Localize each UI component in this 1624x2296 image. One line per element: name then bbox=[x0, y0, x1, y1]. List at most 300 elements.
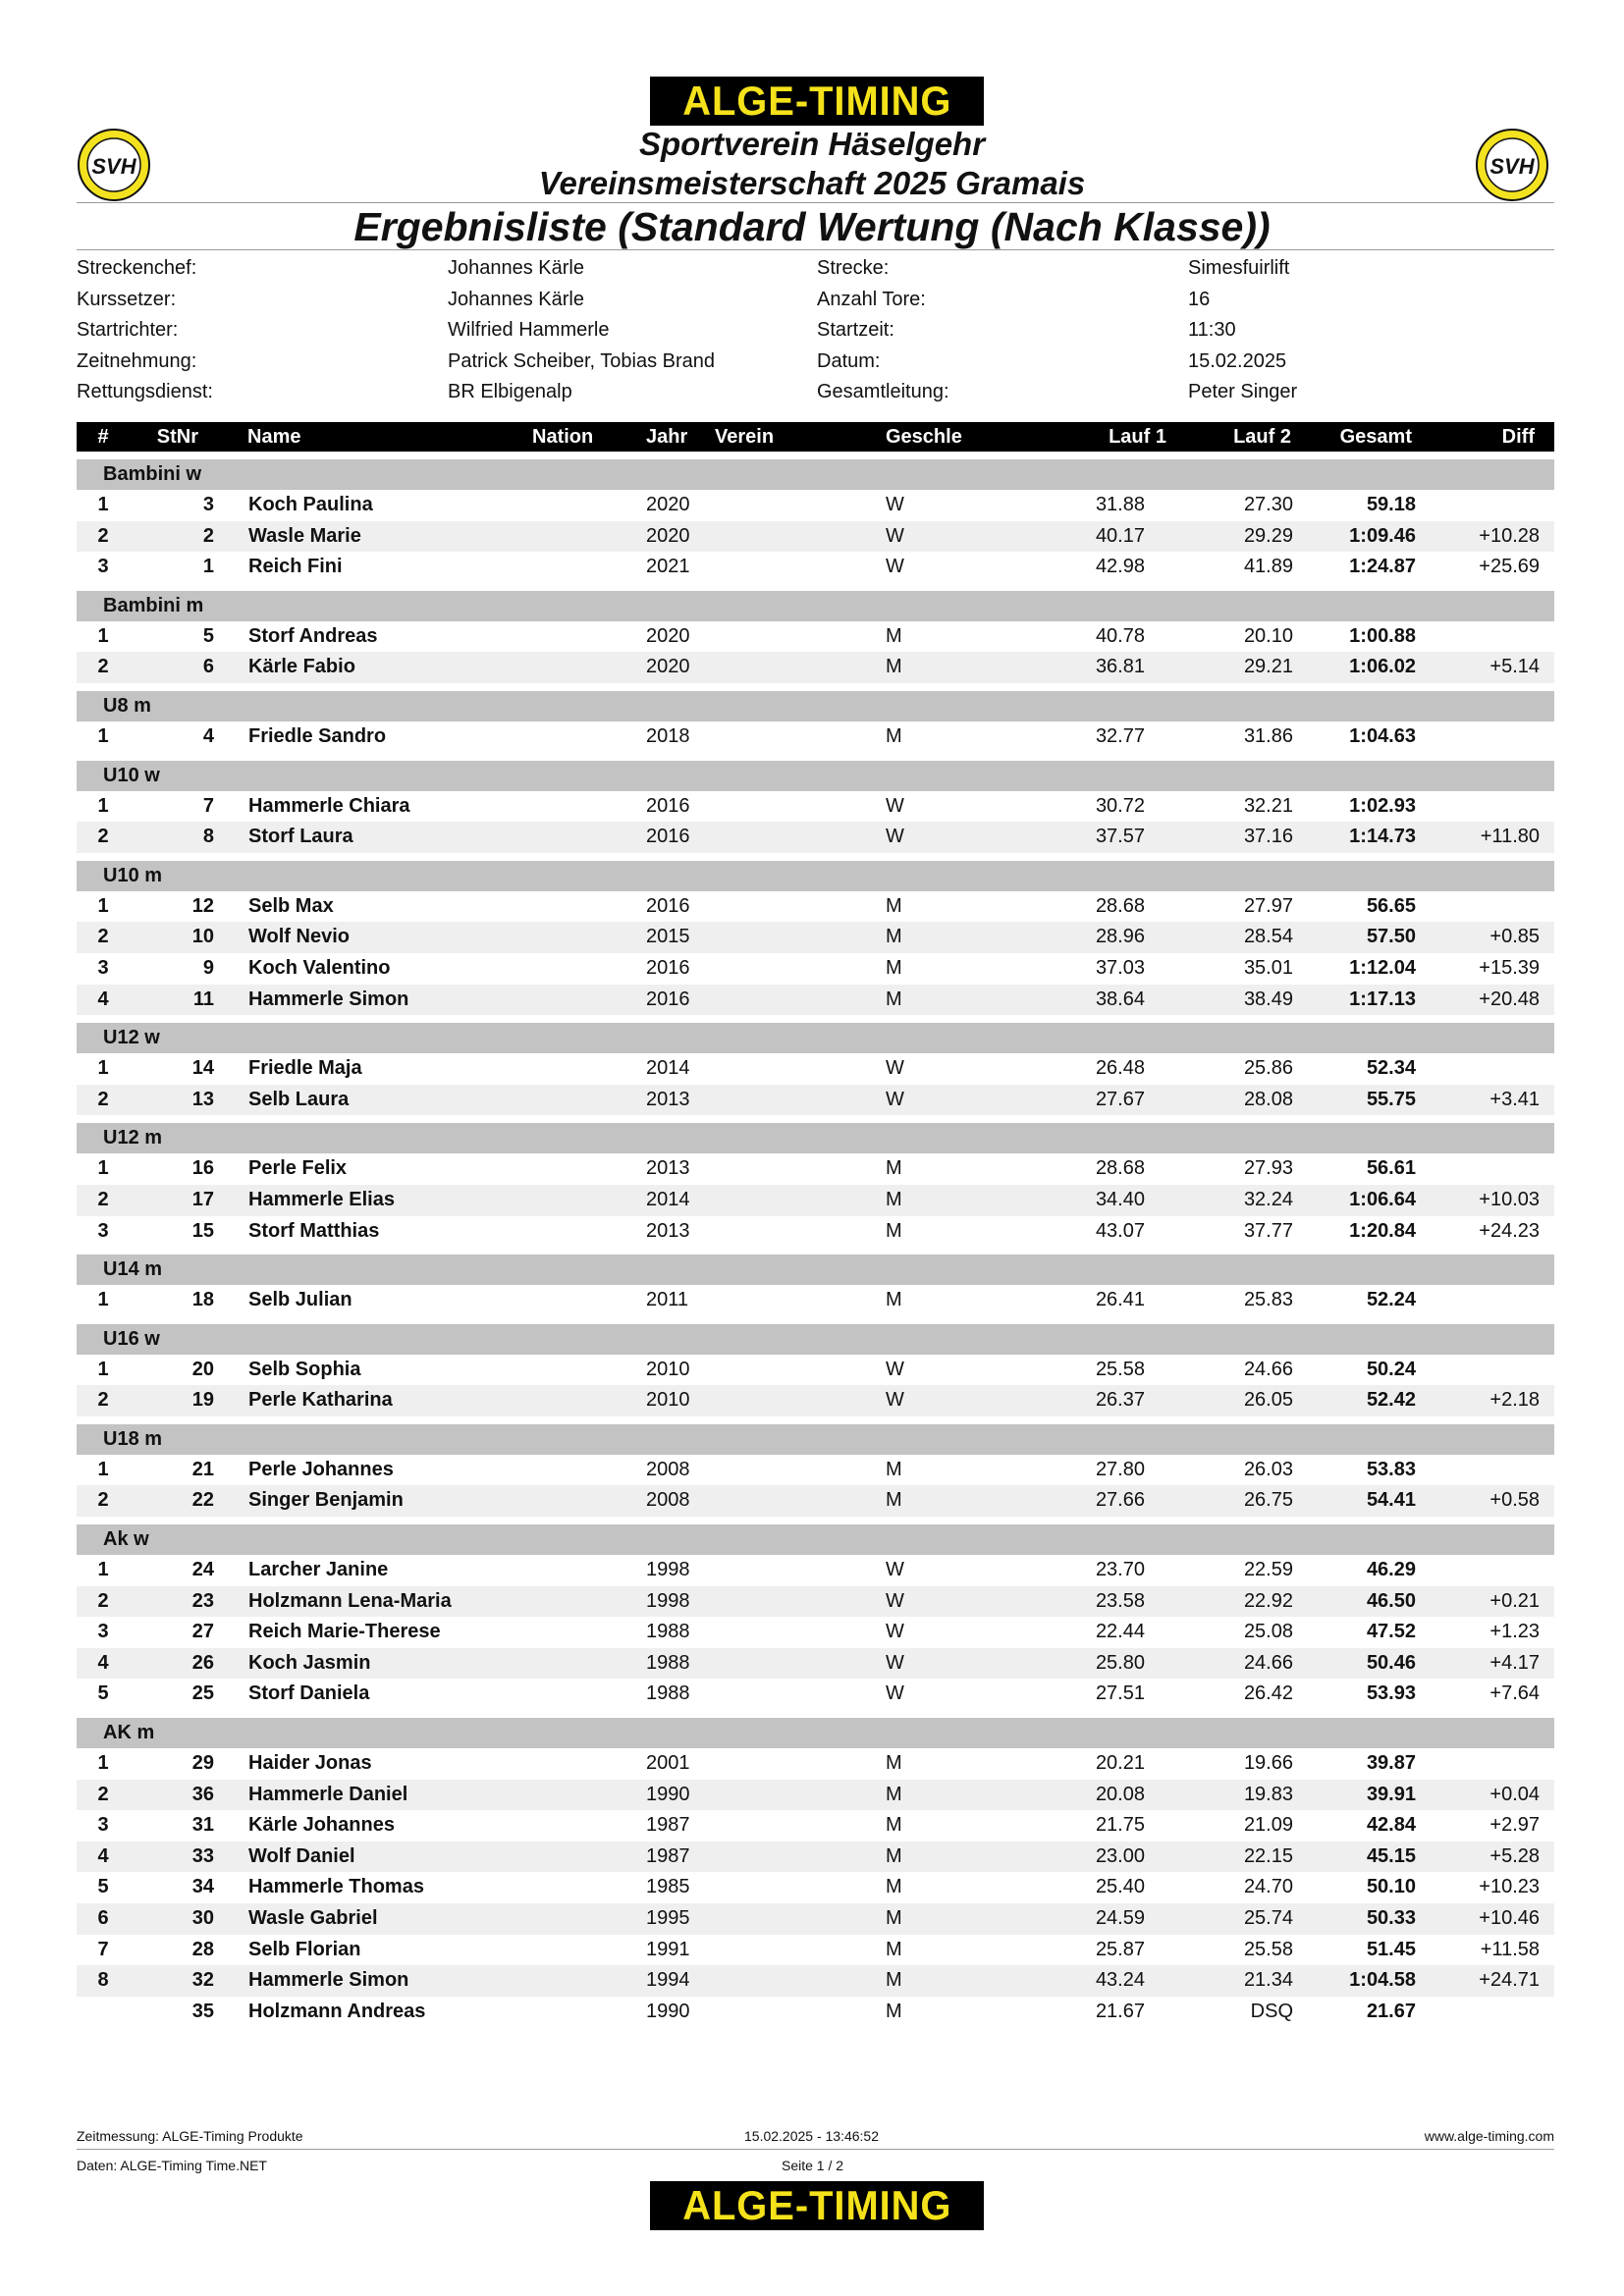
rank-cell: 4 bbox=[97, 1844, 109, 1867]
gender-cell: M bbox=[886, 2000, 902, 2022]
table-row bbox=[77, 1842, 1554, 1873]
footer-timing-text: Zeitmessung: ALGE-Timing Produkte bbox=[77, 2128, 303, 2144]
run1-cell: 36.81 bbox=[1095, 656, 1145, 678]
info-value: Johannes Kärle bbox=[448, 288, 584, 310]
run1-cell: 23.58 bbox=[1095, 1589, 1145, 1612]
column-header: Lauf 2 bbox=[1233, 426, 1291, 448]
run2-cell: 26.03 bbox=[1243, 1458, 1293, 1480]
diff-cell: +11.58 bbox=[1480, 1938, 1540, 1960]
total-time-cell: 46.50 bbox=[1366, 1589, 1416, 1612]
rank-cell: 5 bbox=[97, 1876, 109, 1898]
run2-cell: 38.49 bbox=[1243, 988, 1293, 1010]
table-row bbox=[77, 1872, 1554, 1903]
diff-cell: +0.85 bbox=[1489, 926, 1540, 948]
info-value: 11:30 bbox=[1188, 319, 1236, 342]
total-time-cell: 52.42 bbox=[1366, 1389, 1416, 1412]
bib-cell: 20 bbox=[191, 1358, 214, 1380]
category-name: U10 m bbox=[103, 864, 163, 886]
gender-cell: M bbox=[886, 1489, 902, 1512]
total-time-cell: 39.87 bbox=[1366, 1752, 1416, 1775]
year-cell: 2020 bbox=[646, 656, 690, 678]
footer-timestamp: 15.02.2025 - 13:46:52 bbox=[744, 2128, 880, 2144]
bib-cell: 9 bbox=[202, 956, 214, 979]
run2-cell: 22.15 bbox=[1243, 1844, 1293, 1867]
table-row bbox=[77, 1355, 1554, 1386]
gender-cell: M bbox=[886, 926, 902, 948]
run2-cell: 19.83 bbox=[1243, 1783, 1293, 1805]
run2-cell: 26.05 bbox=[1243, 1389, 1293, 1412]
gender-cell: M bbox=[886, 988, 902, 1010]
run1-cell: 27.66 bbox=[1095, 1489, 1145, 1512]
athlete-name-cell: Perle Katharina bbox=[248, 1389, 393, 1412]
rank-cell: 4 bbox=[97, 988, 109, 1010]
year-cell: 2013 bbox=[646, 1157, 690, 1180]
rank-cell: 2 bbox=[97, 1188, 109, 1210]
diff-cell: +2.97 bbox=[1489, 1814, 1540, 1837]
run2-cell: 32.24 bbox=[1243, 1188, 1293, 1210]
rank-cell: 8 bbox=[97, 1969, 109, 1992]
bib-cell: 12 bbox=[191, 894, 214, 917]
divider bbox=[77, 2149, 1554, 2150]
info-value: Wilfried Hammerle bbox=[448, 319, 610, 342]
bib-cell: 13 bbox=[191, 1088, 214, 1110]
info-label: Startzeit: bbox=[817, 319, 894, 342]
bib-cell: 26 bbox=[191, 1651, 214, 1674]
year-cell: 1987 bbox=[646, 1844, 690, 1867]
diff-cell: +3.41 bbox=[1489, 1088, 1540, 1110]
info-label: Streckenchef: bbox=[77, 257, 197, 280]
column-header: Verein bbox=[715, 426, 775, 448]
athlete-name-cell: Storf Laura bbox=[248, 826, 353, 848]
info-value: BR Elbigenalp bbox=[448, 381, 572, 403]
run2-cell: 24.66 bbox=[1243, 1651, 1293, 1674]
category-name: U10 w bbox=[103, 764, 160, 786]
gender-cell: M bbox=[886, 1783, 902, 1805]
run1-cell: 27.80 bbox=[1095, 1458, 1145, 1480]
year-cell: 2010 bbox=[646, 1358, 690, 1380]
divider bbox=[77, 249, 1554, 250]
total-time-cell: 46.29 bbox=[1366, 1559, 1416, 1581]
year-cell: 1998 bbox=[646, 1589, 690, 1612]
run1-cell: 43.07 bbox=[1095, 1219, 1145, 1242]
run1-cell: 25.40 bbox=[1095, 1876, 1145, 1898]
category-header bbox=[77, 1718, 1554, 1748]
total-time-cell: 53.93 bbox=[1366, 1682, 1416, 1705]
gender-cell: M bbox=[886, 956, 902, 979]
info-row bbox=[77, 315, 1554, 347]
year-cell: 2013 bbox=[646, 1088, 690, 1110]
athlete-name-cell: Hammerle Elias bbox=[248, 1188, 395, 1210]
info-row bbox=[77, 253, 1554, 285]
gender-cell: W bbox=[886, 556, 904, 578]
athlete-name-cell: Selb Florian bbox=[248, 1938, 361, 1960]
table-row bbox=[77, 1216, 1554, 1248]
info-value: 15.02.2025 bbox=[1188, 349, 1287, 372]
run2-cell: 37.16 bbox=[1243, 826, 1293, 848]
total-time-cell: 51.45 bbox=[1366, 1938, 1416, 1960]
table-row bbox=[77, 953, 1554, 985]
bib-cell: 25 bbox=[191, 1682, 214, 1705]
info-label: Gesamtleitung: bbox=[817, 381, 949, 403]
run1-cell: 31.88 bbox=[1095, 494, 1145, 515]
total-time-cell: 45.15 bbox=[1366, 1844, 1416, 1867]
total-time-cell: 55.75 bbox=[1366, 1088, 1416, 1110]
rank-cell: 1 bbox=[97, 794, 109, 817]
bib-cell: 35 bbox=[191, 2000, 214, 2022]
year-cell: 2010 bbox=[646, 1389, 690, 1412]
diff-cell: +24.71 bbox=[1479, 1969, 1540, 1992]
run1-cell: 26.41 bbox=[1095, 1289, 1145, 1311]
diff-cell: +10.23 bbox=[1479, 1876, 1540, 1898]
total-time-cell: 1:20.84 bbox=[1349, 1219, 1416, 1242]
rank-cell: 3 bbox=[97, 1621, 109, 1643]
run1-cell: 20.21 bbox=[1095, 1752, 1145, 1775]
diff-cell: +2.18 bbox=[1489, 1389, 1540, 1412]
total-time-cell: 1:04.58 bbox=[1349, 1969, 1416, 1992]
gender-cell: W bbox=[886, 1559, 904, 1581]
year-cell: 2013 bbox=[646, 1219, 690, 1242]
year-cell: 1988 bbox=[646, 1651, 690, 1674]
diff-cell: +0.04 bbox=[1489, 1783, 1540, 1805]
alge-timing-logo-bottom bbox=[650, 2181, 984, 2230]
table-row bbox=[77, 1748, 1554, 1780]
table-row bbox=[77, 1780, 1554, 1811]
gender-cell: M bbox=[886, 1907, 902, 1929]
column-header: StNr bbox=[156, 426, 198, 448]
diff-cell: +20.48 bbox=[1479, 988, 1540, 1010]
bib-cell: 1 bbox=[202, 556, 214, 578]
year-cell: 1990 bbox=[646, 2000, 690, 2022]
column-header: Geschle bbox=[886, 426, 962, 448]
category-header bbox=[77, 861, 1554, 891]
run2-cell: 25.83 bbox=[1243, 1289, 1293, 1311]
run2-cell: 26.42 bbox=[1243, 1682, 1293, 1705]
bib-cell: 19 bbox=[191, 1389, 214, 1412]
athlete-name-cell: Singer Benjamin bbox=[248, 1489, 404, 1512]
total-time-cell: 53.83 bbox=[1366, 1458, 1416, 1480]
athlete-name-cell: Reich Fini bbox=[248, 556, 343, 578]
total-time-cell: 50.33 bbox=[1366, 1907, 1416, 1929]
table-row bbox=[77, 552, 1554, 583]
gender-cell: M bbox=[886, 724, 902, 747]
athlete-name-cell: Selb Laura bbox=[248, 1088, 350, 1110]
bib-cell: 33 bbox=[191, 1844, 214, 1867]
total-time-cell: 42.84 bbox=[1366, 1814, 1416, 1837]
athlete-name-cell: Wolf Daniel bbox=[248, 1844, 355, 1867]
info-label: Kurssetzer: bbox=[77, 288, 177, 310]
run2-cell: 27.93 bbox=[1243, 1157, 1293, 1180]
gender-cell: W bbox=[886, 1057, 904, 1080]
table-row bbox=[77, 1810, 1554, 1842]
year-cell: 2018 bbox=[646, 724, 690, 747]
run2-cell: 29.21 bbox=[1243, 656, 1293, 678]
brand-text: ALGE-TIMING bbox=[681, 78, 952, 124]
table-row bbox=[77, 1965, 1554, 1997]
gender-cell: M bbox=[886, 1938, 902, 1960]
diff-cell: +11.80 bbox=[1480, 826, 1540, 848]
year-cell: 2020 bbox=[646, 494, 690, 515]
athlete-name-cell: Storf Andreas bbox=[248, 624, 378, 647]
year-cell: 2001 bbox=[646, 1752, 690, 1775]
athlete-name-cell: Haider Jonas bbox=[248, 1752, 372, 1775]
run1-cell: 30.72 bbox=[1095, 794, 1145, 817]
category-name: U12 m bbox=[103, 1127, 163, 1149]
run2-cell: 27.97 bbox=[1243, 894, 1293, 917]
diff-cell: +24.23 bbox=[1479, 1219, 1540, 1242]
total-time-cell: 21.67 bbox=[1366, 2000, 1416, 2022]
rank-cell: 1 bbox=[97, 1358, 109, 1380]
run1-cell: 24.59 bbox=[1095, 1907, 1145, 1929]
info-row bbox=[77, 285, 1554, 316]
table-row bbox=[77, 652, 1554, 683]
bib-cell: 21 bbox=[191, 1458, 214, 1480]
divider bbox=[77, 202, 1554, 203]
athlete-name-cell: Koch Jasmin bbox=[248, 1651, 371, 1674]
rank-cell: 1 bbox=[97, 624, 109, 647]
table-row bbox=[77, 822, 1554, 853]
athlete-name-cell: Larcher Janine bbox=[248, 1559, 389, 1581]
year-cell: 1998 bbox=[646, 1559, 690, 1581]
bib-cell: 7 bbox=[202, 794, 214, 817]
run2-cell: 26.75 bbox=[1243, 1489, 1293, 1512]
run2-cell: 25.74 bbox=[1243, 1907, 1293, 1929]
bib-cell: 4 bbox=[202, 724, 214, 747]
total-time-cell: 52.24 bbox=[1366, 1289, 1416, 1311]
athlete-name-cell: Reich Marie-Therese bbox=[248, 1621, 441, 1643]
year-cell: 2011 bbox=[646, 1289, 689, 1311]
rank-cell: 3 bbox=[97, 1219, 109, 1242]
run2-cell: 22.92 bbox=[1243, 1589, 1293, 1612]
diff-cell: +5.14 bbox=[1489, 656, 1540, 678]
total-time-cell: 1:04.63 bbox=[1349, 724, 1416, 747]
run2-cell: 37.77 bbox=[1243, 1219, 1293, 1242]
total-time-cell: 54.41 bbox=[1366, 1489, 1416, 1512]
total-time-cell: 1:09.46 bbox=[1349, 524, 1416, 547]
diff-cell: +25.69 bbox=[1479, 556, 1540, 578]
athlete-name-cell: Selb Max bbox=[248, 894, 334, 917]
rank-cell: 2 bbox=[97, 826, 109, 848]
diff-cell: +10.03 bbox=[1479, 1188, 1540, 1210]
table-row bbox=[77, 490, 1554, 521]
info-label: Strecke: bbox=[817, 257, 890, 280]
race-info bbox=[77, 253, 1554, 408]
column-header: Gesamt bbox=[1339, 426, 1412, 448]
run1-cell: 26.48 bbox=[1095, 1057, 1145, 1080]
category-header bbox=[77, 691, 1554, 721]
total-time-cell: 1:14.73 bbox=[1349, 826, 1416, 848]
bib-cell: 24 bbox=[191, 1559, 214, 1581]
rank-cell: 2 bbox=[97, 1783, 109, 1805]
run1-cell: 20.08 bbox=[1095, 1783, 1145, 1805]
rank-cell: 4 bbox=[97, 1651, 109, 1674]
info-label: Datum: bbox=[817, 349, 881, 372]
gender-cell: M bbox=[886, 1844, 902, 1867]
bib-cell: 30 bbox=[191, 1907, 214, 1929]
gender-cell: M bbox=[886, 1969, 902, 1992]
info-value: Simesfuirlift bbox=[1188, 257, 1290, 280]
rank-cell: 2 bbox=[97, 1088, 109, 1110]
year-cell: 1987 bbox=[646, 1814, 690, 1837]
table-row bbox=[77, 1648, 1554, 1680]
bib-cell: 32 bbox=[191, 1969, 214, 1992]
gender-cell: W bbox=[886, 1088, 904, 1110]
total-time-cell: 50.10 bbox=[1366, 1876, 1416, 1898]
athlete-name-cell: Koch Valentino bbox=[248, 956, 391, 979]
year-cell: 1988 bbox=[646, 1682, 690, 1705]
run2-cell: 27.30 bbox=[1243, 494, 1293, 515]
category-header bbox=[77, 591, 1554, 621]
run2-cell: 24.66 bbox=[1243, 1358, 1293, 1380]
table-row bbox=[77, 791, 1554, 823]
info-row bbox=[77, 347, 1554, 378]
info-value: Johannes Kärle bbox=[448, 257, 584, 280]
athlete-name-cell: Hammerle Simon bbox=[248, 988, 409, 1010]
athlete-name-cell: Holzmann Lena-Maria bbox=[248, 1589, 452, 1612]
gender-cell: W bbox=[886, 524, 904, 547]
category-header bbox=[77, 761, 1554, 791]
year-cell: 2014 bbox=[646, 1057, 690, 1080]
run2-cell: 21.09 bbox=[1243, 1814, 1293, 1837]
table-row bbox=[77, 1617, 1554, 1648]
info-value: 16 bbox=[1188, 288, 1211, 310]
column-header: Nation bbox=[532, 426, 594, 448]
rank-cell: 1 bbox=[97, 494, 109, 515]
athlete-name-cell: Friedle Maja bbox=[248, 1057, 362, 1080]
bib-cell: 6 bbox=[202, 656, 214, 678]
run1-cell: 22.44 bbox=[1095, 1621, 1145, 1643]
info-row bbox=[77, 377, 1554, 408]
run2-cell: 22.59 bbox=[1243, 1559, 1293, 1581]
gender-cell: W bbox=[886, 1621, 904, 1643]
total-time-cell: 1:12.04 bbox=[1349, 956, 1416, 979]
total-time-cell: 1:06.64 bbox=[1349, 1188, 1416, 1210]
run1-cell: 23.00 bbox=[1095, 1844, 1145, 1867]
run1-cell: 21.67 bbox=[1095, 2000, 1145, 2022]
category-header bbox=[77, 1524, 1554, 1555]
category-name: U14 m bbox=[103, 1258, 163, 1281]
athlete-name-cell: Wasle Marie bbox=[248, 524, 361, 547]
year-cell: 1994 bbox=[646, 1969, 690, 1992]
info-label: Anzahl Tore: bbox=[817, 288, 926, 310]
run1-cell: 26.37 bbox=[1095, 1389, 1145, 1412]
total-time-cell: 50.46 bbox=[1366, 1651, 1416, 1674]
run2-cell: 28.08 bbox=[1243, 1088, 1293, 1110]
year-cell: 2016 bbox=[646, 826, 690, 848]
gender-cell: W bbox=[886, 1358, 904, 1380]
run1-cell: 42.98 bbox=[1095, 556, 1145, 578]
brand-text: ALGE-TIMING bbox=[681, 2182, 952, 2228]
rank-cell: 7 bbox=[97, 1938, 109, 1960]
diff-cell: +0.21 bbox=[1489, 1589, 1540, 1612]
run2-cell: 20.10 bbox=[1243, 624, 1293, 647]
run1-cell: 34.40 bbox=[1095, 1188, 1145, 1210]
bib-cell: 34 bbox=[191, 1876, 214, 1898]
results-table bbox=[77, 459, 1554, 2027]
year-cell: 2008 bbox=[646, 1489, 690, 1512]
year-cell: 1985 bbox=[646, 1876, 690, 1898]
table-row bbox=[77, 1997, 1554, 2028]
rank-cell: 2 bbox=[97, 1389, 109, 1412]
run2-cell: 21.34 bbox=[1243, 1969, 1293, 1992]
run1-cell: 28.96 bbox=[1095, 926, 1145, 948]
category-header bbox=[77, 1324, 1554, 1355]
bib-cell: 31 bbox=[191, 1814, 214, 1837]
category-name: U16 w bbox=[103, 1327, 160, 1350]
rank-cell: 1 bbox=[97, 724, 109, 747]
rank-cell: 1 bbox=[97, 894, 109, 917]
athlete-name-cell: Holzmann Andreas bbox=[248, 2000, 426, 2022]
total-time-cell: 47.52 bbox=[1366, 1621, 1416, 1643]
bib-cell: 5 bbox=[202, 624, 214, 647]
table-row bbox=[77, 1085, 1554, 1116]
bib-cell: 36 bbox=[191, 1783, 214, 1805]
athlete-name-cell: Wasle Gabriel bbox=[248, 1907, 378, 1929]
bib-cell: 18 bbox=[191, 1289, 214, 1311]
run1-cell: 21.75 bbox=[1095, 1814, 1145, 1837]
athlete-name-cell: Selb Sophia bbox=[248, 1358, 361, 1380]
athlete-name-cell: Hammerle Chiara bbox=[248, 794, 410, 817]
bib-cell: 2 bbox=[202, 524, 214, 547]
gender-cell: M bbox=[886, 1188, 902, 1210]
info-value: Patrick Scheiber, Tobias Brand bbox=[448, 349, 716, 372]
bib-cell: 10 bbox=[191, 926, 214, 948]
gender-cell: W bbox=[886, 1651, 904, 1674]
run2-cell: 29.29 bbox=[1243, 524, 1293, 547]
gender-cell: M bbox=[886, 1289, 902, 1311]
category-name: U8 m bbox=[103, 694, 151, 717]
rank-cell: 2 bbox=[97, 1489, 109, 1512]
gender-cell: W bbox=[886, 826, 904, 848]
info-value: Peter Singer bbox=[1188, 381, 1298, 403]
gender-cell: M bbox=[886, 1458, 902, 1480]
run1-cell: 37.03 bbox=[1095, 956, 1145, 979]
diff-cell: +4.17 bbox=[1489, 1651, 1540, 1674]
rank-cell: 1 bbox=[97, 1057, 109, 1080]
run2-cell: 32.21 bbox=[1243, 794, 1293, 817]
gender-cell: M bbox=[886, 1876, 902, 1898]
results-table-header bbox=[77, 422, 1554, 452]
run1-cell: 27.67 bbox=[1095, 1088, 1145, 1110]
rank-cell: 2 bbox=[97, 656, 109, 678]
category-name: Bambini w bbox=[103, 463, 202, 485]
gender-cell: M bbox=[886, 656, 902, 678]
athlete-name-cell: Kärle Johannes bbox=[248, 1814, 395, 1837]
table-row bbox=[77, 1455, 1554, 1486]
year-cell: 2021 bbox=[646, 556, 690, 578]
year-cell: 1995 bbox=[646, 1907, 690, 1929]
column-header: Lauf 1 bbox=[1109, 426, 1166, 448]
run2-cell: 35.01 bbox=[1243, 956, 1293, 979]
total-time-cell: 1:02.93 bbox=[1349, 794, 1416, 817]
club-logo-text: SVH bbox=[1489, 154, 1535, 179]
rank-cell: 5 bbox=[97, 1682, 109, 1705]
run1-cell: 28.68 bbox=[1095, 894, 1145, 917]
alge-timing-logo-top bbox=[650, 77, 984, 126]
athlete-name-cell: Hammerle Daniel bbox=[248, 1783, 408, 1805]
rank-cell: 2 bbox=[97, 926, 109, 948]
rank-cell: 1 bbox=[97, 1559, 109, 1581]
column-header: Jahr bbox=[646, 426, 688, 448]
rank-cell: 3 bbox=[97, 556, 109, 578]
diff-cell: +10.46 bbox=[1479, 1907, 1540, 1929]
athlete-name-cell: Storf Daniela bbox=[248, 1682, 370, 1705]
run1-cell: 23.70 bbox=[1095, 1559, 1145, 1581]
table-row bbox=[77, 1485, 1554, 1517]
table-row bbox=[77, 1679, 1554, 1710]
footer-website-link[interactable]: www.alge-timing.com bbox=[1424, 2128, 1554, 2144]
year-cell: 2020 bbox=[646, 524, 690, 547]
run2-cell: 24.70 bbox=[1243, 1876, 1293, 1898]
